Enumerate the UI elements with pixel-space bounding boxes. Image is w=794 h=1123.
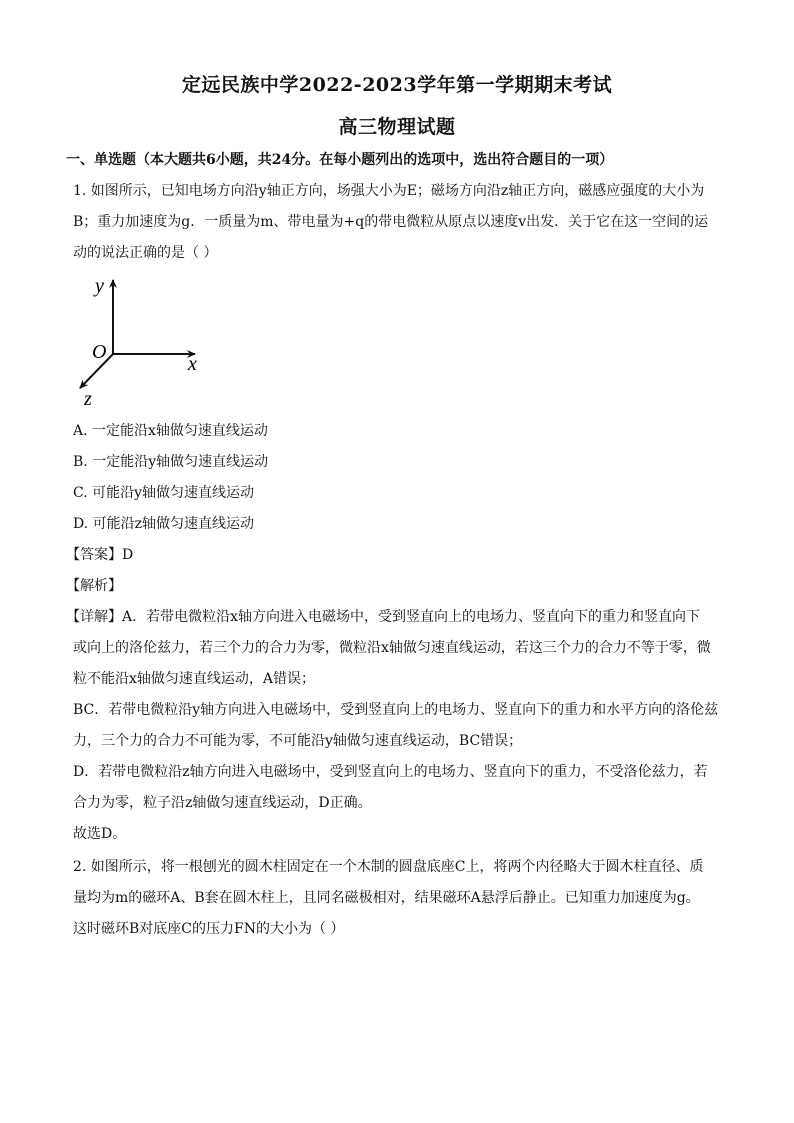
explanation-line: D．若带电微粒沿z轴方向进入电磁场中，受到竖直向上的电场力、竖直向下的重力，不受洛伦兹力，若 (73, 764, 708, 780)
explanation-line: 【详解】A．若带电微粒沿x轴方向进入电磁场中，受到竖直向上的电场力、竖直向下的重力和竖直向下 (66, 609, 701, 625)
exam-title: 定远民族中学2022-2023学年第一学期期末考试 (181, 74, 613, 96)
origin-label: O (92, 341, 107, 363)
option-b: B. 一定能沿y轴做匀速直线运动 (73, 454, 269, 470)
answer-line: 【答案】D (66, 547, 134, 563)
exam-subtitle: 高三物理试题 (338, 116, 456, 138)
axes-diagram (70, 272, 220, 412)
y-axis-label: y (95, 275, 104, 297)
explanation-line: 力，三个力的合力不可能为零，不可能沿y轴做匀速直线运动，BC错误； (73, 733, 523, 749)
explanation-line: BC．若带电微粒沿y轴方向进入电磁场中，受到竖直向上的电场力、竖直向下的重力和水平方向的洛伦兹 (73, 702, 719, 718)
question1-line: 动的说法正确的是（ ） (73, 245, 218, 261)
option-d: D. 可能沿z轴做匀速直线运动 (73, 516, 255, 532)
question2-line: 量均为m的磁环A、B套在圆木柱上，且同名磁极相对，结果磁环A悬浮后静止。已知重力加速度为g。 (73, 890, 700, 906)
explanation-line: 或向上的洛伦兹力，若三个力的合力为零，微粒沿x轴做匀速直线运动，若这三个力的合力不等于零，微 (73, 640, 711, 656)
question2-line: 这时磁环B对底座C的压力FN的大小为（ ） (73, 921, 345, 937)
option-c: C. 可能沿y轴做匀速直线运动 (73, 485, 255, 501)
analysis-label: 【解析】 (66, 578, 122, 594)
explanation-line: 粒不能沿x轴做匀速直线运动，A错误； (73, 671, 316, 687)
option-a: A. 一定能沿x轴做匀速直线运动 (73, 423, 268, 439)
question1-line: 1. 如图所示，已知电场方向沿y轴正方向，场强大小为E；磁场方向沿z轴正方向，磁感应强度的大小为 (73, 183, 705, 199)
section-heading: 一、单选题（本大题共6小题，共24分。在每小题列出的选项中，选出符合题目的一项） (66, 152, 614, 168)
question2-line: 2. 如图所示，将一根刨光的圆木柱固定在一个木制的圆盘底座C上，将两个内径略大于圆木柱直径、质 (73, 859, 704, 875)
explanation-line: 故选D。 (73, 826, 127, 842)
explanation-line: 合力为零，粒子沿z轴做匀速直线运动，D正确。 (73, 795, 372, 811)
question1-line: B；重力加速度为g．一质量为m、带电量为+q的带电微粒从原点以速度v出发．关于它在这一空间的运 (73, 214, 709, 230)
z-axis-label: z (84, 388, 92, 410)
x-axis-label: x (188, 353, 197, 375)
